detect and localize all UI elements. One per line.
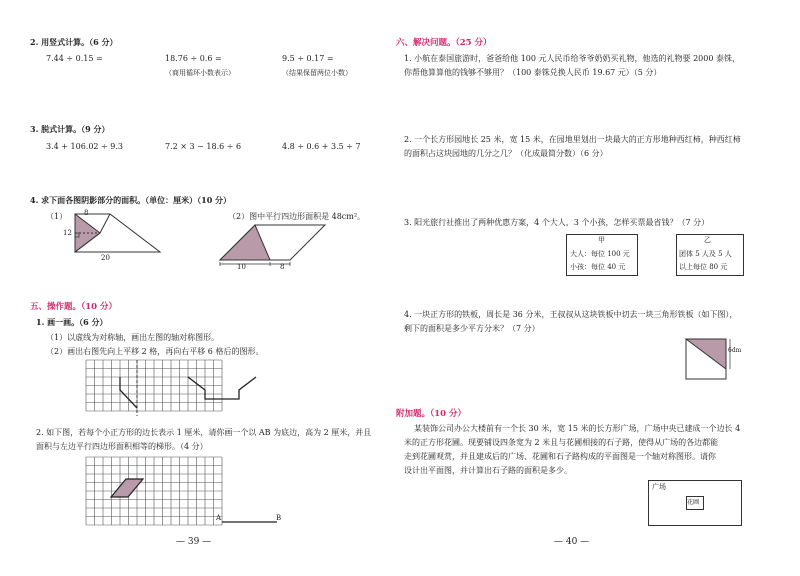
q4-sub2: （2）图中平行四边形面积是 48cm²。 bbox=[228, 212, 366, 221]
q4-figure-1 bbox=[60, 208, 170, 268]
q2-item-3: 9.5 ÷ 0.17 = bbox=[282, 54, 334, 63]
q4-fig2-right-label: 8 bbox=[280, 263, 285, 271]
plan-b-name: 乙 bbox=[704, 236, 711, 244]
q5-2-line-2: 面积与左边平行四边形面积相等的梯形。（4 分） bbox=[36, 442, 208, 451]
q2-item-1: 7.44 ÷ 0.15 = bbox=[46, 54, 103, 63]
point-a-label: A bbox=[216, 514, 222, 522]
bonus-line-3: 走到花圃观赏，并且建成后的广场、花圃和石子路构成的平面图是一个轴对称图形。请你 bbox=[404, 452, 716, 461]
plan-b-line-1: 团体 5 人及 5 人 bbox=[679, 250, 732, 258]
bonus-line-4: 设计出平面图，并计算出石子路的面积是多少。 bbox=[404, 466, 572, 475]
q4-fig1-top-label: 8 bbox=[84, 209, 89, 217]
section-5-title: 五、操作题。（10 分） bbox=[30, 302, 118, 312]
q4-title: 4. 求下面各图阴影部分的面积。（单位：厘米）（10 分） bbox=[30, 195, 232, 205]
q3-item-3: 4.8 ÷ 0.6 + 3.5 ÷ 7 bbox=[282, 142, 361, 151]
q4-fig1-left-label: 12 bbox=[63, 229, 72, 237]
bonus-line-2: 米的正方形花圃。现要铺设四条宽为 2 米且与花圃相接的石子路，使得从广场的各边都能 bbox=[404, 438, 719, 447]
q4-fig2-left-label: 10 bbox=[237, 263, 246, 271]
q5-1-title: 1. 画一画。（6 分） bbox=[36, 317, 108, 327]
plan-a-line-2: 小孩：每位 40 元 bbox=[570, 263, 626, 271]
r-q3-title: 3. 阳光旅行社推出了两种优惠方案，4 个大人，3 个小孩，怎样买票最省钱？（7 分） bbox=[404, 218, 710, 227]
r-q1-line-2: 你帮他算算他的钱够不够用？（100 泰铢兑换人民币 19.67 元）（5 分） bbox=[404, 68, 662, 77]
q5-1-line-2: （2）画出右图先向上平移 2 格，再向右平移 6 格后的图形。 bbox=[46, 347, 264, 356]
page-number-left: — 39 — bbox=[176, 537, 212, 547]
q2-title: 2. 用竖式计算。（6 分） bbox=[30, 37, 118, 47]
q2-item-2: 18.76 ÷ 0.6 = bbox=[165, 54, 222, 63]
point-b-label: B bbox=[276, 514, 282, 522]
r-q2-line-2: 的面积占这块园地的几分之几？（化成最简分数）（6 分） bbox=[404, 149, 608, 158]
square-figure bbox=[684, 337, 744, 381]
r-q1-line-1: 1. 小航在泰国旅游时，爸爸给他 100 元人民币给爷爷奶奶买礼物，他选的礼物要 2000 泰铢， bbox=[404, 54, 740, 63]
symmetry-grid bbox=[86, 360, 358, 416]
q2-note-2: （结果保留两位小数） bbox=[282, 69, 352, 77]
q4-figure-2 bbox=[215, 220, 335, 270]
bonus-line-1: 某装饰公司办公大楼前有一个长 30 米，宽 15 米的长方形广场，广场中央已建成一个边长 4 bbox=[414, 424, 741, 433]
q5-2-line-1: 2. 如下图，若每个小正方形的边长表示 1 厘米，请你画一个以 AB 为底边，高为 2 厘米，并且 bbox=[36, 428, 372, 437]
r-q4-line-2: 剩下的面积是多少平方分米？（7 分） bbox=[404, 324, 540, 333]
plan-a-line-1: 大人：每位 100 元 bbox=[570, 250, 630, 258]
q3-item-1: 3.4 + 106.02 ÷ 9.3 bbox=[46, 142, 124, 151]
square-dim-label: 6dm bbox=[728, 347, 742, 354]
bonus-title: 附加题。（10 分） bbox=[396, 409, 467, 419]
plan-a-name: 甲 bbox=[598, 236, 605, 244]
q2-note-1: （商用循环小数表示） bbox=[165, 69, 235, 77]
r-q2-line-1: 2. 一个长方形园地长 25 米，宽 15 米，在园地里划出一块最大的正方形地种西红柿，种西红柿 bbox=[404, 135, 741, 144]
q3-title: 3. 脱式计算。（9 分） bbox=[30, 124, 110, 134]
q3-item-2: 7.2 × 3 − 18.6 ÷ 6 bbox=[165, 142, 242, 151]
r-q4-line-1: 4. 一块正方形的铁板，周长是 36 分米，王叔叔从这块铁板中切去一块三角形铁板（如下图）， bbox=[404, 310, 738, 319]
q4-fig1-bottom-label: 20 bbox=[101, 254, 110, 262]
plan-b-line-2: 以上每位 80 元 bbox=[679, 263, 728, 271]
trapezoid-grid bbox=[86, 457, 358, 527]
q5-1-line-1: （1）以虚线为对称轴，画出左图的轴对称图形。 bbox=[46, 333, 220, 342]
section-6-title: 六、解决问题。（25 分） bbox=[396, 38, 492, 48]
page-number-right: — 40 — bbox=[554, 537, 590, 547]
plaza-label: 广场 bbox=[652, 483, 666, 491]
garden-label: 花圃 bbox=[687, 499, 700, 506]
q4-sub1: （1） bbox=[46, 212, 68, 221]
